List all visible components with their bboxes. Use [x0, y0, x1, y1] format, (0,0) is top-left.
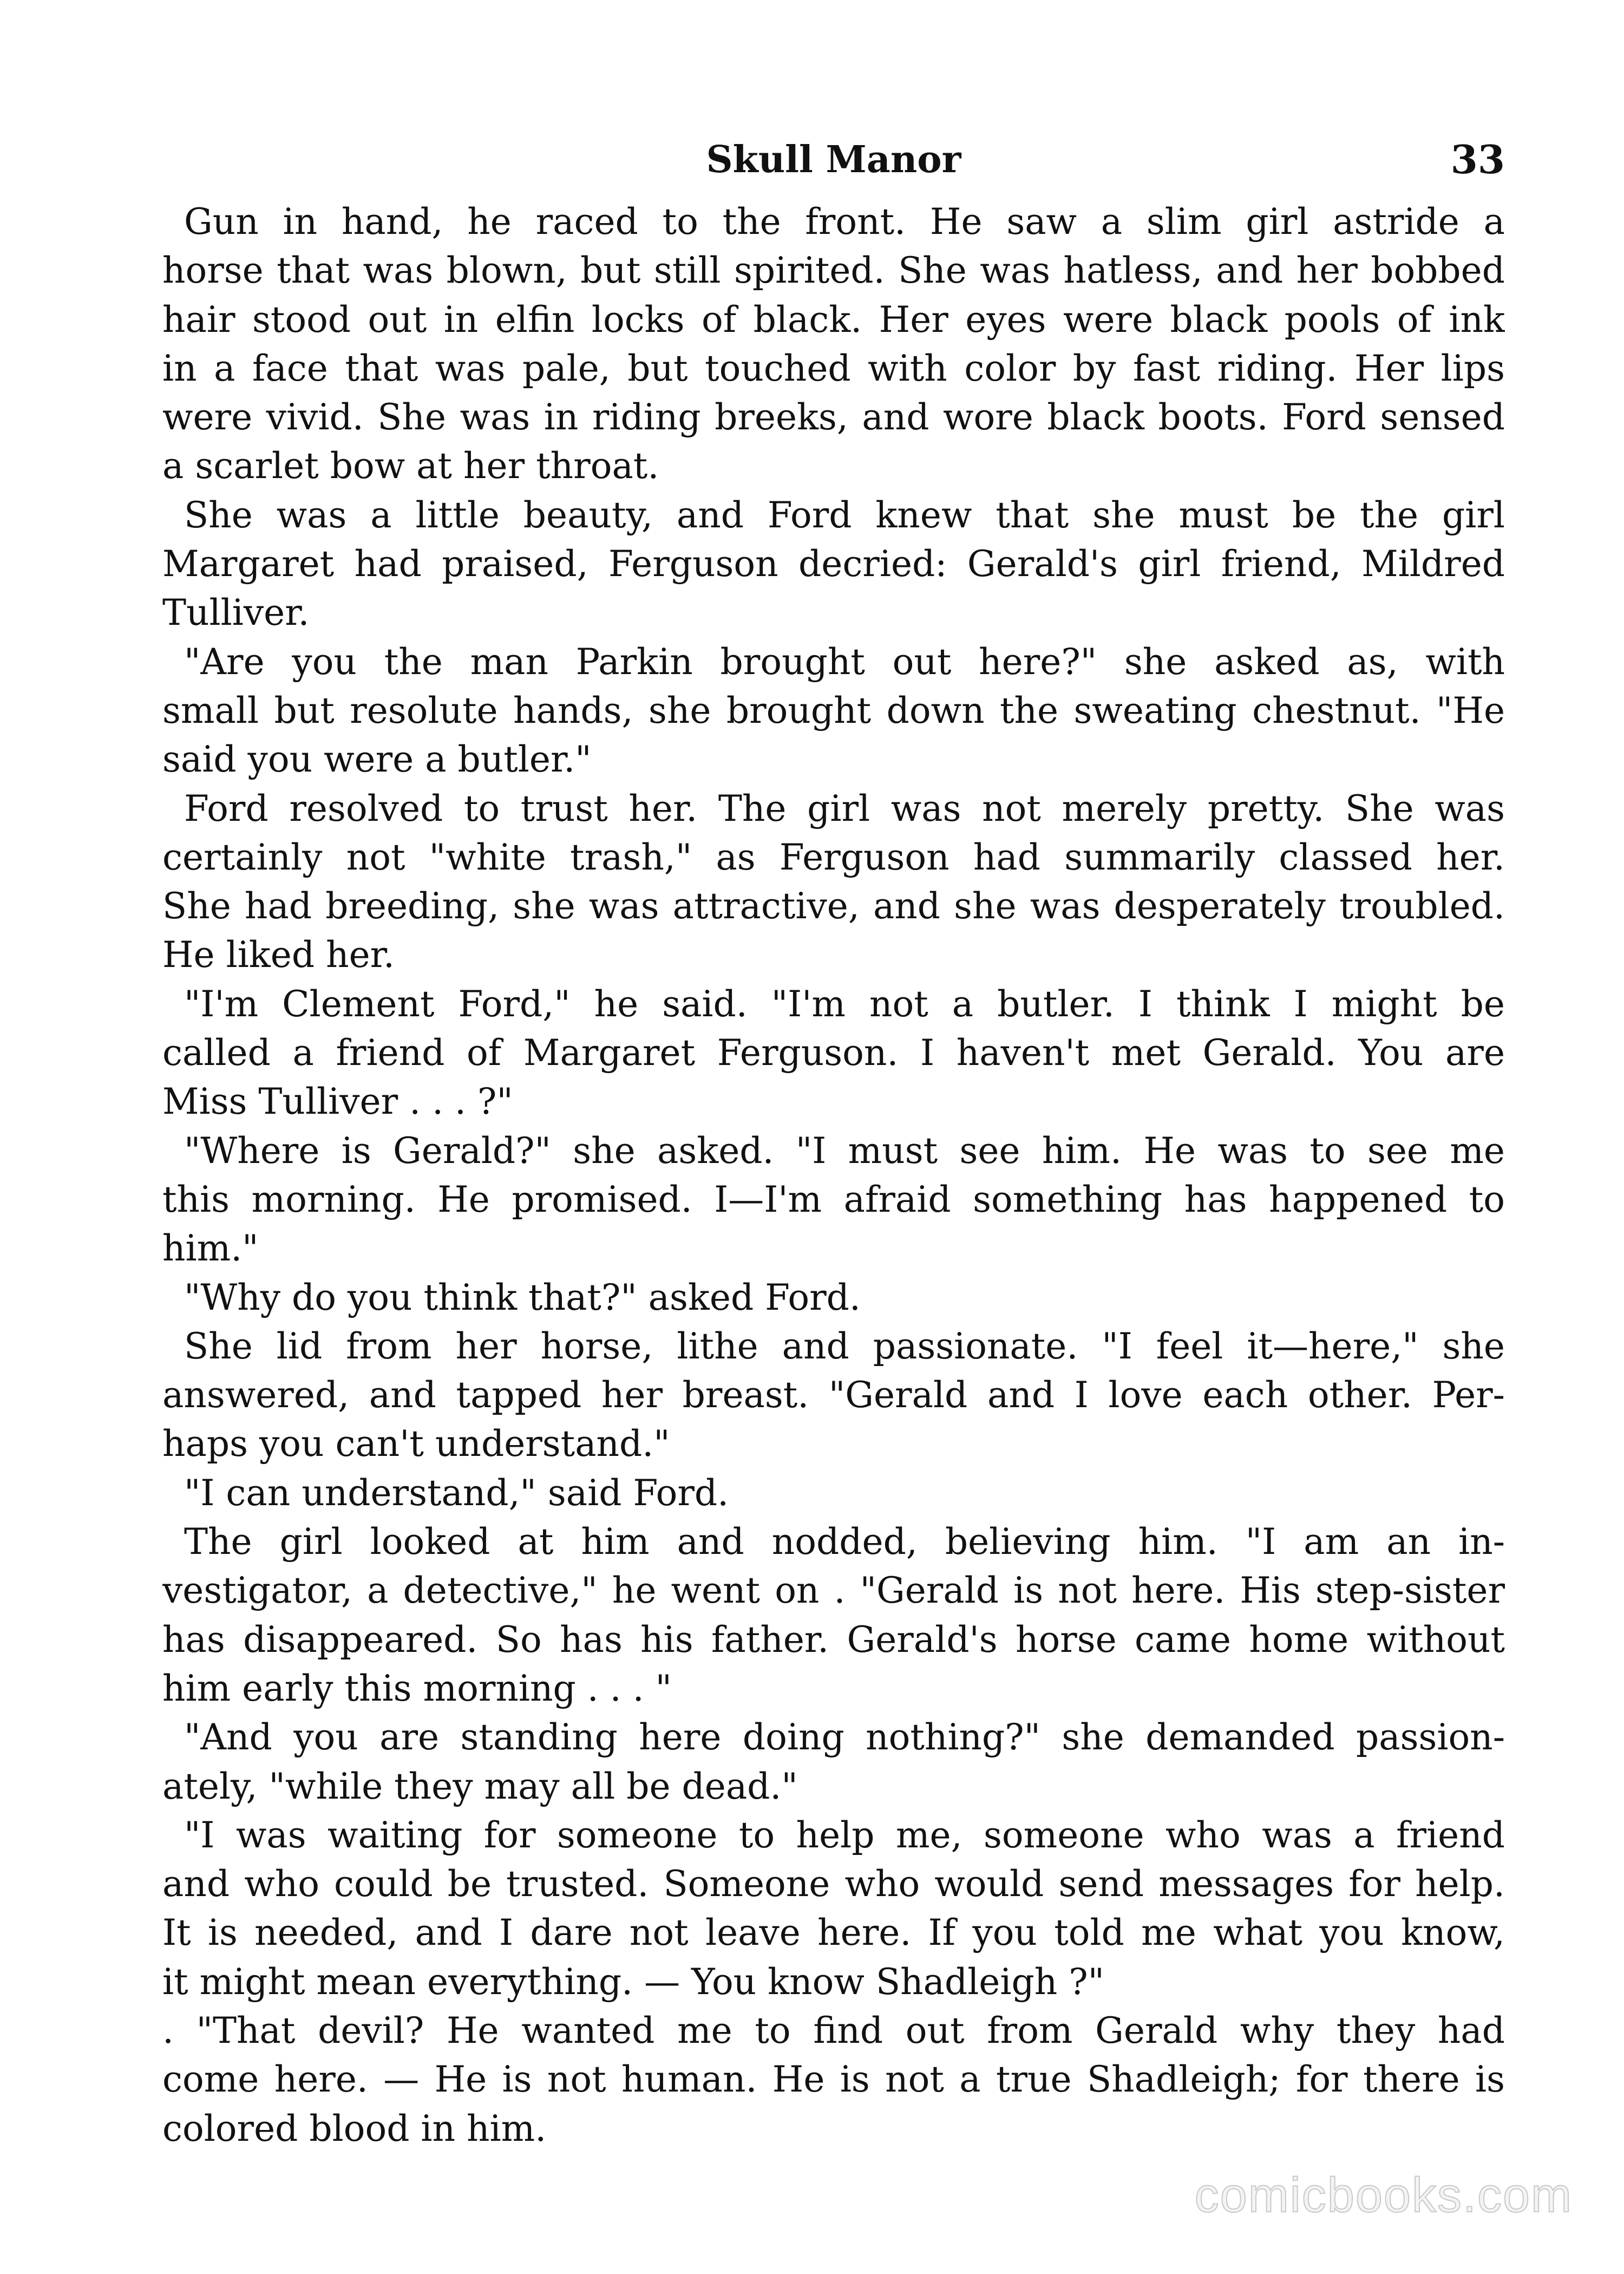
text-line: it might mean everything. — You know Shadleigh ?" — [162, 1961, 1104, 2003]
text-line: certainly not "white trash," as Ferguson had summarily classed her. — [162, 836, 1505, 878]
text-line: "Where is Gerald?" she asked. "I must see him. He was to see me — [184, 1129, 1505, 1172]
text-line: called a friend of Margaret Ferguson. I haven't met Gerald. You are — [162, 1032, 1505, 1074]
running-title: Skull Manor — [706, 138, 961, 181]
page-number: 33 — [1450, 136, 1505, 182]
text-line: answered, and tapped her breast. "Gerald and I love each other. Per- — [162, 1374, 1505, 1416]
text-line: in a face that was pale, but touched with color by fast riding. Her lips — [162, 347, 1505, 389]
text-line: She lid from her horse, lithe and passionate. "I feel it—here," she — [184, 1325, 1505, 1367]
text-line: said you were a butler." — [162, 739, 592, 781]
text-line: him early this morning . . . " — [162, 1667, 672, 1709]
text-line: "And you are standing here doing nothing?" she demanded passion- — [184, 1716, 1505, 1759]
text-line: "I can understand," said Ford. — [184, 1472, 729, 1514]
text-line: The girl looked at him and nodded, believing him. "I am an in- — [184, 1521, 1505, 1563]
text-line: Miss Tulliver . . . ?" — [162, 1081, 513, 1123]
text-line: a scarlet bow at her throat. — [162, 445, 659, 487]
text-line: were vivid. She was in riding breeks, and wore black boots. Ford sensed — [162, 396, 1505, 439]
text-line: She was a little beauty, and Ford knew that she must be the girl — [184, 494, 1505, 536]
text-line: "Are you the man Parkin brought out here?" she asked as, with — [184, 641, 1505, 683]
text-line: has disappeared. So has his father. Gerald's horse came home without — [162, 1618, 1505, 1661]
text-line: him." — [162, 1227, 259, 1270]
text-line: colored blood in him. — [162, 2107, 547, 2149]
text-line: "Why do you think that?" asked Ford. — [184, 1276, 861, 1318]
text-line: Ford resolved to trust her. The girl was not merely pretty. She was — [184, 787, 1505, 829]
text-line: "I was waiting for someone to help me, someone who was a friend — [184, 1814, 1505, 1856]
text-line: ately, "while they may all be dead." — [162, 1765, 798, 1807]
text-line: hair stood out in elfin locks of black. Her eyes were black pools of ink — [162, 298, 1505, 341]
text-line: horse that was blown, but still spirited. She was hatless, and her bobbed — [162, 250, 1505, 292]
text-line: Margaret had praised, Ferguson decried: Gerald's girl friend, Mildred — [162, 543, 1505, 585]
text-line: this morning. He promised. I—I'm afraid something has happened to — [162, 1178, 1505, 1220]
text-line: He liked her. — [162, 934, 395, 976]
text-line: It is needed, and I dare not leave here. If you told me what you know, — [162, 1912, 1505, 1954]
text-line: Tulliver. — [162, 592, 310, 634]
text-line: come here. — He is not human. He is not a true Shadleigh; for there is — [162, 2059, 1505, 2101]
text-line: small but resolute hands, she brought down the sweating chestnut. "He — [162, 689, 1505, 731]
text-line: "I'm Clement Ford," he said. "I'm not a butler. I think I might be — [184, 983, 1505, 1025]
page-header — [162, 130, 1505, 190]
text-line: and who could be trusted. Someone who would send messages for help. — [162, 1863, 1505, 1905]
text-line: She had breeding, she was attractive, and she was desperately troubled. — [162, 885, 1505, 927]
site-watermark: comicbooks.com — [1194, 2168, 1573, 2223]
text-line: . "That devil? He wanted me to find out from Gerald why they had — [162, 2009, 1505, 2051]
text-line: Gun in hand, he raced to the front. He saw a slim girl astride a — [184, 201, 1505, 243]
body-text — [162, 198, 1505, 2153]
text-line: haps you can't understand." — [162, 1423, 670, 1465]
text-line: vestigator, a detective," he went on . "Gerald is not here. His step-sister — [162, 1570, 1505, 1612]
